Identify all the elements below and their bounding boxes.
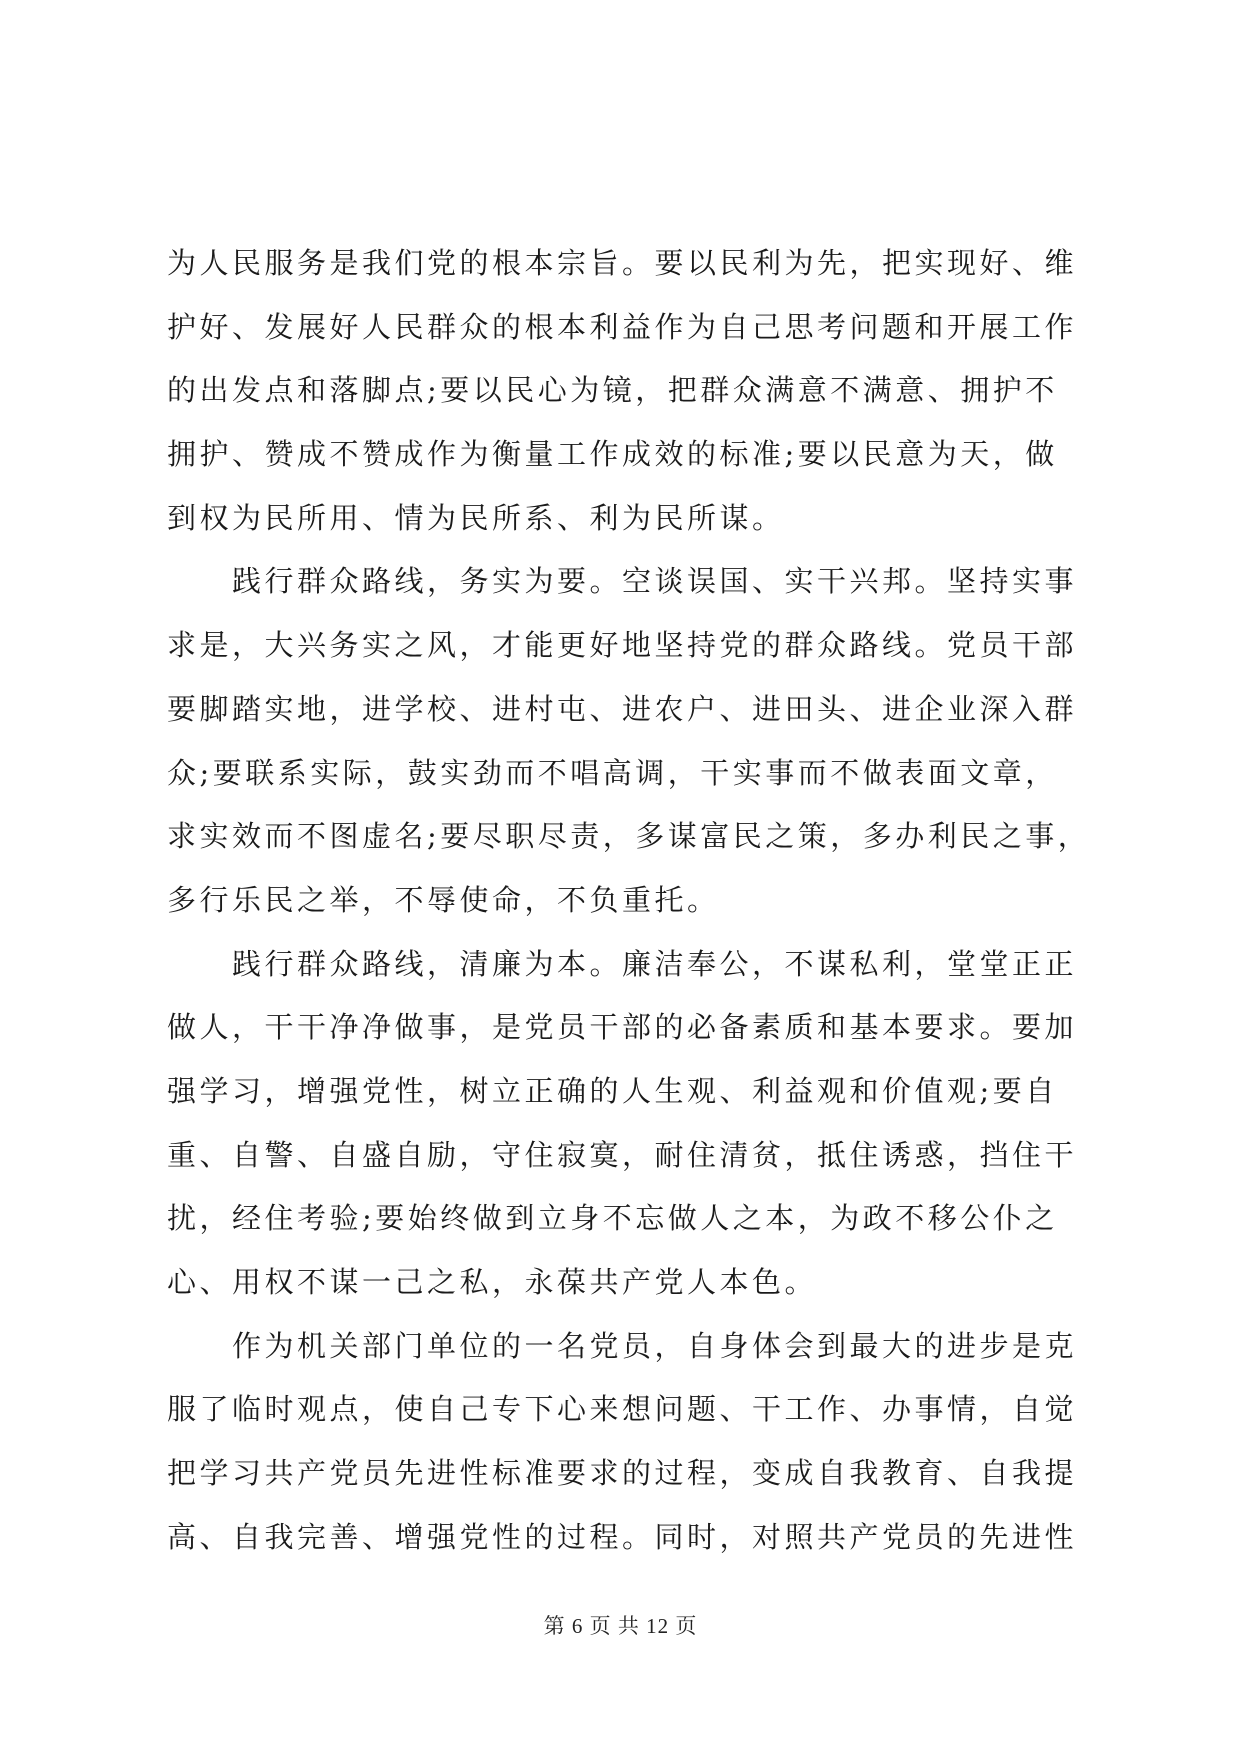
text-line: 要脚踏实地，进学校、进村屯、进农户、进田头、进企业深入群 (167, 691, 1078, 726)
text-line: 把学习共产党员先进性标准要求的过程，变成自我教育、自我提 (167, 1456, 1078, 1491)
paragraph-start-line: 践行群众路线，清廉为本。廉洁奉公，不谋私利，堂堂正正 (167, 946, 1078, 981)
text-line: 求实效而不图虚名;要尽职尽责，多谋富民之策，多办利民之事， (167, 819, 1091, 854)
text-line: 多行乐民之举，不辱使命，不负重托。 (167, 882, 720, 917)
text-line: 的出发点和落脚点;要以民心为镜，把群众满意不满意、拥护不 (167, 373, 1058, 408)
paragraph-start-line: 践行群众路线，务实为要。空谈误国、实干兴邦。坚持实事 (167, 564, 1078, 599)
text-line: 高、自我完善、增强党性的过程。同时，对照共产党员的先进性 (167, 1519, 1078, 1554)
text-line: 到权为民所用、情为民所系、利为民所谋。 (167, 500, 785, 535)
document-body (167, 232, 1091, 1569)
text-line: 为人民服务是我们党的根本宗旨。要以民利为先，把实现好、维 (167, 246, 1078, 280)
text-line: 做人，干干净净做事，是党员干部的必备素质和基本要求。要加 (167, 1010, 1078, 1045)
text-line: 服了临时观点，使自己专下心来想问题、干工作、办事情，自觉 (167, 1392, 1078, 1427)
text-line: 护好、发展好人民群众的根本利益作为自己思考问题和开展工作 (167, 309, 1078, 344)
text-line: 心、用权不谋一己之私，永葆共产党人本色。 (167, 1265, 818, 1299)
text-line: 扰，经住考验;要始终做到立身不忘做人之本，为政不移公仆之 (167, 1201, 1058, 1236)
text-line: 拥护、赞成不赞成作为衡量工作成效的标准;要以民意为天，做 (167, 437, 1058, 472)
paragraph-start-line: 作为机关部门单位的一名党员，自身体会到最大的进步是克 (167, 1328, 1078, 1363)
text-line: 强学习，增强党性，树立正确的人生观、利益观和价值观;要自 (167, 1073, 1058, 1108)
page-number-footer: 第 6 页 共 12 页 (543, 1614, 698, 1638)
text-line: 众;要联系实际，鼓实劲而不唱高调，干实事而不做表面文章， (167, 755, 1058, 790)
text-line: 求是，大兴务实之风，才能更好地坚持党的群众路线。党员干部 (167, 628, 1078, 663)
text-line: 重、自警、自盛自励，守住寂寞，耐住清贫，抵住诱惑，挡住干 (167, 1137, 1078, 1172)
